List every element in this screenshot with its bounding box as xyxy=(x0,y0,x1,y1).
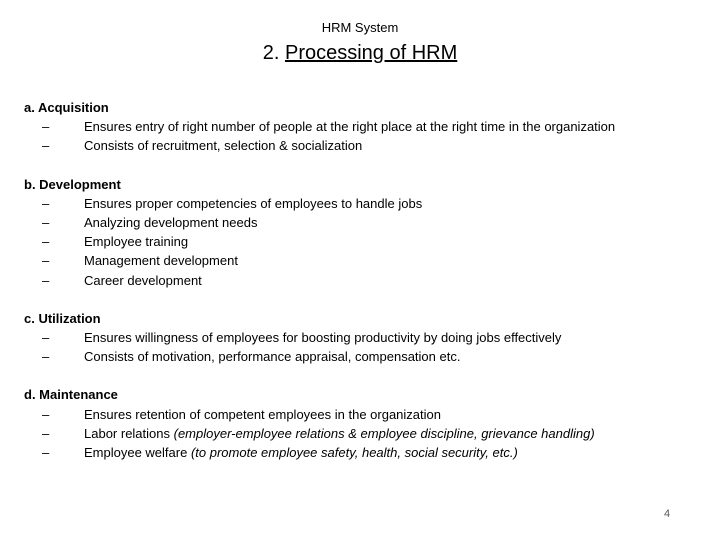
bullet-dash: – xyxy=(42,215,50,231)
bullet-dash: – xyxy=(42,445,50,461)
section-utilization xyxy=(24,309,714,367)
title-text: Processing of HRM xyxy=(284,42,458,64)
list-item xyxy=(24,232,714,251)
item-note: (employer-employee relations & employee discipline, grievance handling) xyxy=(173,425,595,441)
list-item xyxy=(24,136,714,155)
list-item xyxy=(24,213,714,232)
section-heading: b. Development xyxy=(24,176,121,192)
bullet-dash: – xyxy=(42,119,50,135)
list-item xyxy=(24,405,714,424)
section-heading: d. Maintenance xyxy=(24,387,118,403)
bullet-dash: – xyxy=(42,195,50,211)
list-item xyxy=(24,117,714,136)
section-maintenance xyxy=(24,385,714,462)
item-note: (to promote employee safety, health, social security, etc.) xyxy=(190,445,518,461)
content-body xyxy=(24,98,714,481)
item-text: Labor relations xyxy=(84,425,170,441)
page-number: 4 xyxy=(664,508,671,520)
item-text: Career development xyxy=(84,272,202,288)
item-text: Analyzing development needs xyxy=(84,215,258,231)
bullet-dash: – xyxy=(42,138,50,154)
bullet-dash: – xyxy=(42,330,50,346)
item-text: Ensures entry of right number of people at the right place at the right time in the organization xyxy=(84,119,616,135)
item-text: Consists of recruitment, selection & socialization xyxy=(84,138,363,154)
item-text: Consists of motivation, performance appraisal, compensation etc. xyxy=(84,349,461,365)
bullet-dash: – xyxy=(42,349,50,365)
bullet-dash: – xyxy=(42,272,50,288)
item-text: Ensures proper competencies of employees to handle jobs xyxy=(84,195,423,211)
list-item xyxy=(24,271,714,290)
item-text: Ensures willingness of employees for boosting productivity by doing jobs effectively xyxy=(84,330,562,346)
bullet-dash: – xyxy=(42,234,50,250)
list-item xyxy=(24,194,714,213)
section-development xyxy=(24,175,714,290)
bullet-dash: – xyxy=(42,425,50,441)
item-text: Ensures retention of competent employees in the organization xyxy=(84,406,441,422)
list-item xyxy=(24,424,714,443)
section-acquisition xyxy=(24,98,714,156)
list-item xyxy=(24,251,714,270)
bullet-dash: – xyxy=(42,406,50,422)
item-text: Employee welfare xyxy=(84,445,188,461)
list-item xyxy=(24,328,714,347)
slide-header: HRM System xyxy=(321,20,399,35)
list-item xyxy=(24,443,714,462)
bullet-dash: – xyxy=(42,253,50,269)
title-number: 2. xyxy=(262,42,280,64)
list-item xyxy=(24,347,714,366)
item-text: Employee training xyxy=(84,234,189,250)
item-text: Management development xyxy=(84,253,238,269)
slide-title xyxy=(0,42,720,65)
section-heading: c. Utilization xyxy=(24,310,101,326)
section-heading: a. Acquisition xyxy=(24,100,109,115)
